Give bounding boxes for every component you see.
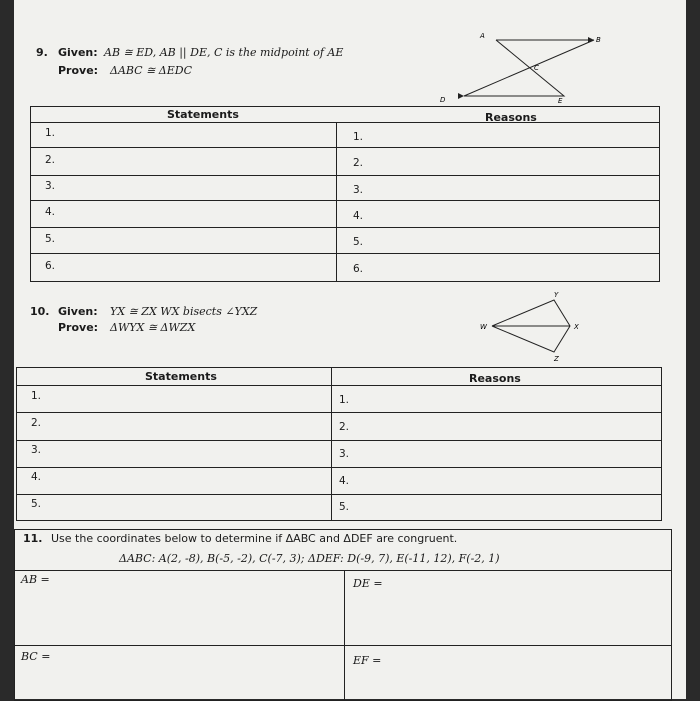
stmt-9-4[interactable]: 4.: [45, 206, 56, 218]
reason-10-1[interactable]: 1.: [339, 394, 350, 406]
reason-9-4[interactable]: 4.: [353, 210, 364, 222]
reason-9-5[interactable]: 5.: [353, 236, 364, 248]
problem-10-proof-table: [16, 367, 662, 521]
stmt-9-1[interactable]: 1.: [45, 127, 56, 139]
problem-9-number: 9.: [36, 46, 48, 59]
problem-9-given-text: AB ≅ ED, AB || DE, C is the midpoint of AE: [104, 46, 344, 59]
statements-header: Statements: [167, 108, 239, 121]
fig9-label-e: E: [558, 97, 563, 104]
problem-10-number: 10.: [30, 305, 50, 318]
ef-answer-field[interactable]: EF =: [353, 654, 382, 667]
reasons-header: Reasons: [469, 372, 521, 385]
problem-10-given-text: YX ≅ ZX WX bisects ∠YXZ: [110, 305, 258, 318]
stmt-10-5[interactable]: 5.: [31, 498, 42, 510]
de-answer-field[interactable]: DE =: [353, 577, 383, 590]
worksheet-page: [14, 0, 686, 699]
problem-10-figure: [474, 288, 594, 364]
bc-answer-field[interactable]: BC =: [21, 650, 51, 663]
problem-11-coordinates: ΔABC: A(2, -8), B(-5, -2), C(-7, 3); ΔDEF: D(-9, 7), E(-11, 12), F(-2, 1): [119, 552, 500, 565]
problem-10-prove-text: ΔWYX ≅ ΔWZX: [110, 321, 196, 334]
fig10-label-y: Y: [554, 291, 559, 299]
fig9-label-d: D: [440, 96, 446, 104]
reason-9-6[interactable]: 6.: [353, 263, 364, 275]
reason-10-3[interactable]: 3.: [339, 448, 350, 460]
problem-11-box: [14, 529, 672, 701]
stmt-9-3[interactable]: 3.: [45, 180, 56, 192]
reason-10-2[interactable]: 2.: [339, 421, 350, 433]
reason-9-3[interactable]: 3.: [353, 184, 364, 196]
stmt-9-2[interactable]: 2.: [45, 154, 56, 166]
problem-11-number: 11.: [23, 532, 43, 545]
stmt-10-1[interactable]: 1.: [31, 390, 42, 402]
reason-10-4[interactable]: 4.: [339, 475, 350, 487]
reason-10-5[interactable]: 5.: [339, 501, 350, 513]
stmt-10-2[interactable]: 2.: [31, 417, 42, 429]
stmt-9-6[interactable]: 6.: [45, 260, 56, 272]
fig10-label-x: X: [574, 323, 579, 331]
stmt-9-5[interactable]: 5.: [45, 233, 56, 245]
statements-header: Statements: [145, 370, 217, 383]
problem-10-prove-label: Prove:: [58, 321, 99, 334]
stmt-10-4[interactable]: 4.: [31, 471, 42, 483]
reason-9-1[interactable]: 1.: [353, 131, 364, 143]
problem-9-proof-table: [30, 106, 660, 282]
problem-9-prove-label: Prove:: [58, 64, 99, 77]
reasons-header: Reasons: [485, 111, 537, 124]
problem-9-given-label: Given:: [58, 46, 98, 59]
fig9-label-a: A: [480, 32, 485, 40]
ab-answer-field[interactable]: AB =: [21, 573, 50, 586]
fig9-label-c: C: [534, 64, 539, 72]
problem-10-given-label: Given:: [58, 305, 98, 318]
fig9-label-b: B: [596, 36, 601, 44]
fig10-label-w: W: [480, 323, 487, 331]
reason-9-2[interactable]: 2.: [353, 157, 364, 169]
fig10-label-z: Z: [554, 355, 559, 363]
problem-9-figure: [434, 30, 614, 104]
stmt-10-3[interactable]: 3.: [31, 444, 42, 456]
problem-11-instruction: Use the coordinates below to determine if ΔABC and ΔDEF are congruent.: [51, 532, 458, 545]
problem-9-prove-text: ΔABC ≅ ΔEDC: [110, 64, 193, 77]
